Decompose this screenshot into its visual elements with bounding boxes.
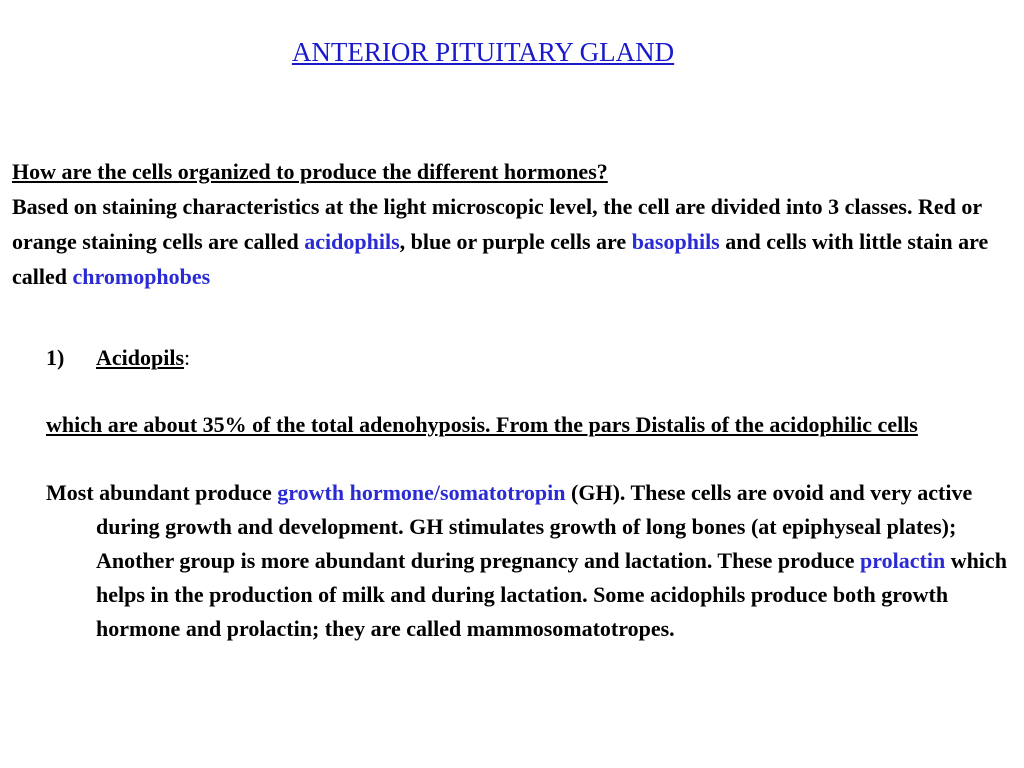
intro-text-1: Based on staining characteristics at the light microscopic level, the cell are divided into 3 classes. Red or orange staining cells are called (12, 194, 982, 254)
body-text-2: (GH). These cells are ovoid and very active during growth and development. GH stimulates growth of long bones (at epiphyseal plates); Another group is more abundant during pregnancy and lactation. These produce (96, 480, 973, 573)
section-summary (46, 408, 1024, 442)
section-summary-text: which are about 35% of the total adenohyposis. From the pars Distalis of the acidophilic cells (46, 412, 918, 437)
term-acidophils: acidophils (304, 229, 400, 254)
term-growth-hormone: growth hormone/somatotropin (277, 480, 566, 505)
intro-question: How are the cells organized to produce the different hormones? (12, 159, 608, 184)
body-text-1: Most abundant produce (46, 480, 278, 505)
page-title: ANTERIOR PITUITARY GLAND (291, 37, 675, 67)
section-title: Acidopils (96, 345, 185, 370)
body-text-3: which helps in the production of milk and during lactation. Some acidophils produce both growth hormone and prolactin; they are called mammosomatotropes. (96, 548, 1007, 641)
intro-text-2: , blue or purple cells are (399, 229, 632, 254)
section-heading (46, 340, 190, 375)
intro-paragraph (12, 154, 1012, 294)
term-prolactin: prolactin (860, 548, 946, 573)
section-body (46, 476, 1024, 646)
term-chromophobes: chromophobes (72, 264, 211, 289)
section-colon: : (184, 345, 191, 370)
term-basophils: basophils (631, 229, 720, 254)
intro-text-3: and cells with little stain are called (12, 229, 989, 289)
section-number: 1) (46, 345, 65, 370)
